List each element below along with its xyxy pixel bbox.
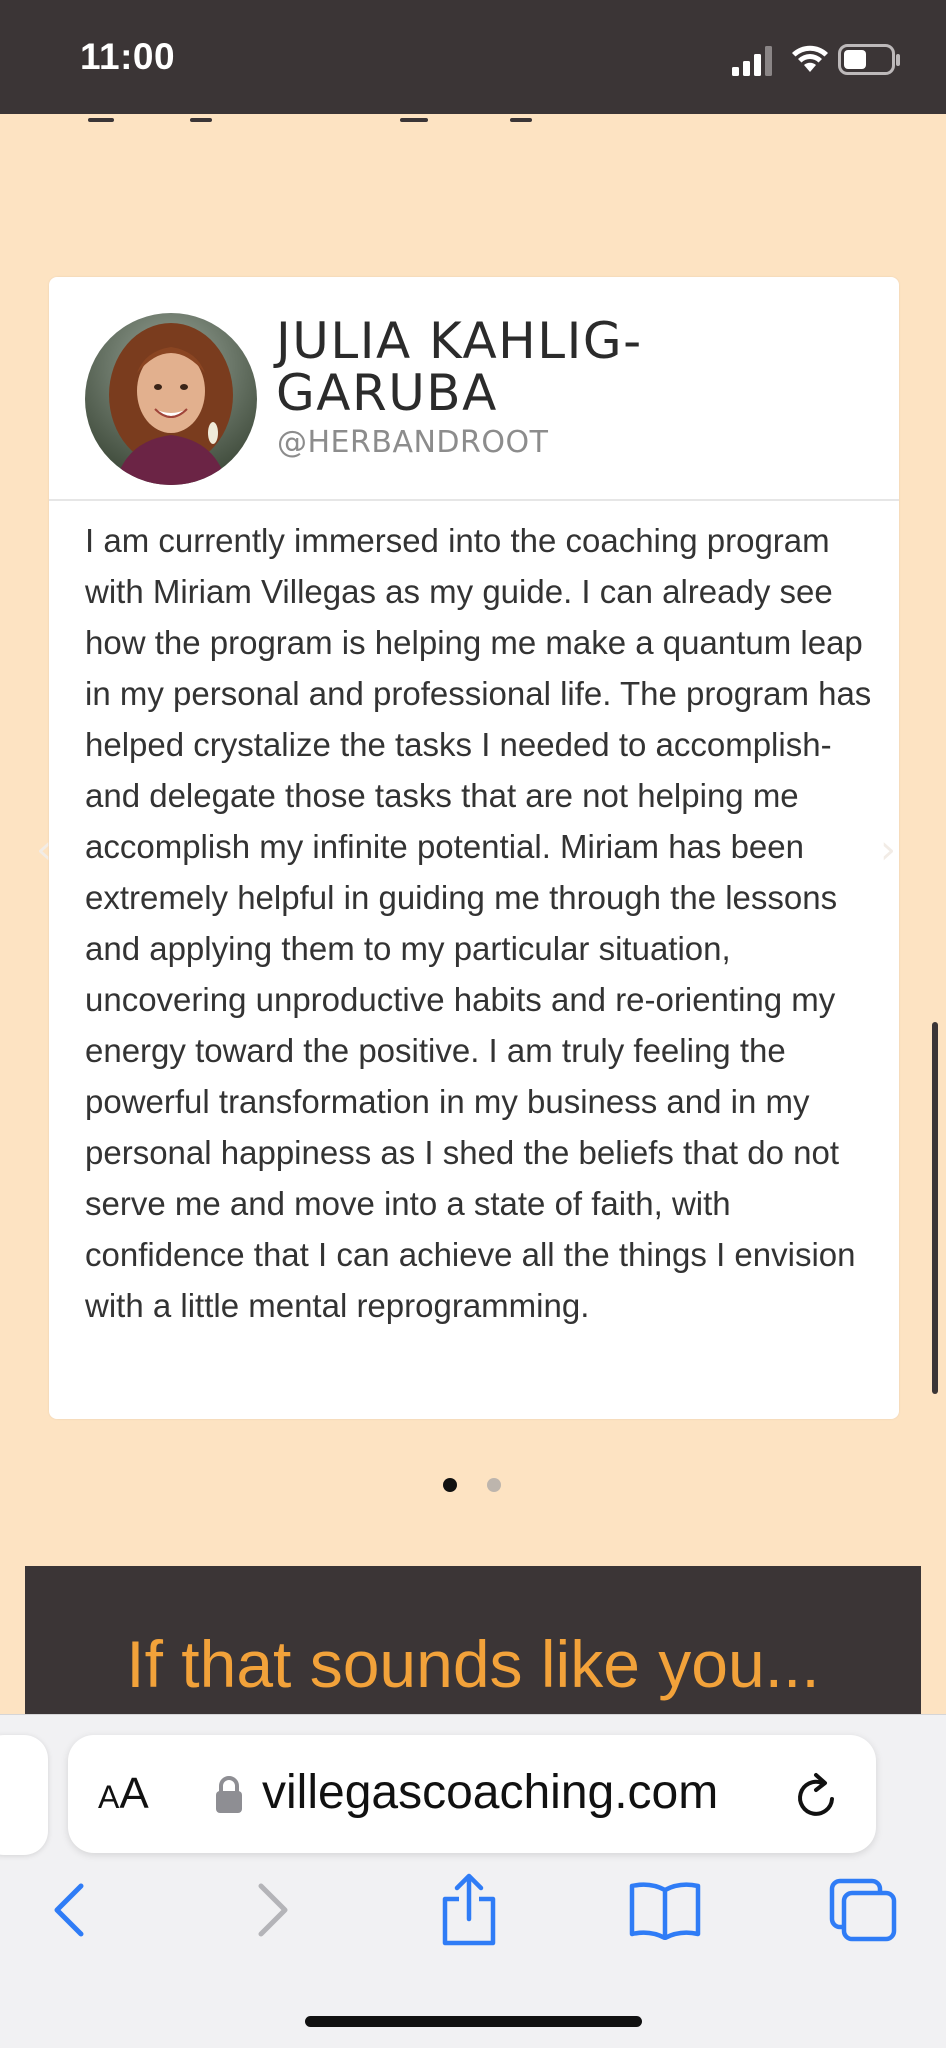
status-bar [0,0,946,114]
testimonial-name: JULIA KAHLIG-GARUBA [276,312,643,422]
forward-button[interactable] [228,1865,318,1955]
bookmarks-icon [628,1880,702,1940]
cta-heading: If that sounds like you... [126,1627,820,1701]
forward-icon [253,1880,293,1940]
bookmarks-button[interactable] [620,1865,710,1955]
browser-toolbar [0,1714,946,2048]
tabs-button[interactable] [818,1865,908,1955]
reader-options-button[interactable]: AA [98,1769,149,1818]
carousel-dot-1[interactable] [443,1478,457,1492]
wifi-icon [790,42,830,74]
url-text[interactable]: villegascoaching.com [262,1766,719,1819]
testimonial-card [49,277,899,1419]
card-divider [49,499,899,501]
carousel-dot-2[interactable] [487,1478,501,1492]
cta-section [25,1566,921,1716]
scroll-indicator[interactable] [932,1022,938,1394]
battery-icon [838,44,902,76]
carousel-next-button[interactable]: › [880,827,896,873]
testimonial-handle[interactable]: @HERBANDROOT [277,425,549,460]
address-bar[interactable] [68,1735,876,1853]
lock-icon [214,1775,244,1815]
tabs-icon [828,1877,898,1943]
signal-icon [732,46,776,76]
reload-icon[interactable] [792,1769,842,1823]
avatar [85,313,257,485]
status-time: 11:00 [80,36,176,77]
home-indicator[interactable] [305,2016,642,2027]
share-button[interactable] [424,1865,514,1955]
share-icon [439,1873,499,1947]
previous-tab-preview[interactable] [0,1735,48,1855]
back-icon [49,1880,89,1940]
back-button[interactable] [24,1865,114,1955]
testimonial-quote: I am currently immersed into the coaching program with Miriam Villegas as my guide. I can already see how the program is helping me make a quantum leap in my personal and professional life. The program has helped crystalize the tasks I needed to accomplish- and delegate those tasks that are not helping me accomplish my infinite potential. Miriam has been extremely helpful in guiding me through the lessons and applying them to my particular situation, uncovering unproductive habits and re-orienting my energy toward the positive. I am truly feeling the powerful transformation in my business and in my personal happiness as I shed the beliefs that do not serve me and move into a state of faith, with confidence that I can achieve all the things I envision with a little mental reprogramming. [85,522,872,1324]
carousel-prev-button[interactable]: ‹ [36,827,52,873]
clipped-heading-remnant [70,114,610,126]
